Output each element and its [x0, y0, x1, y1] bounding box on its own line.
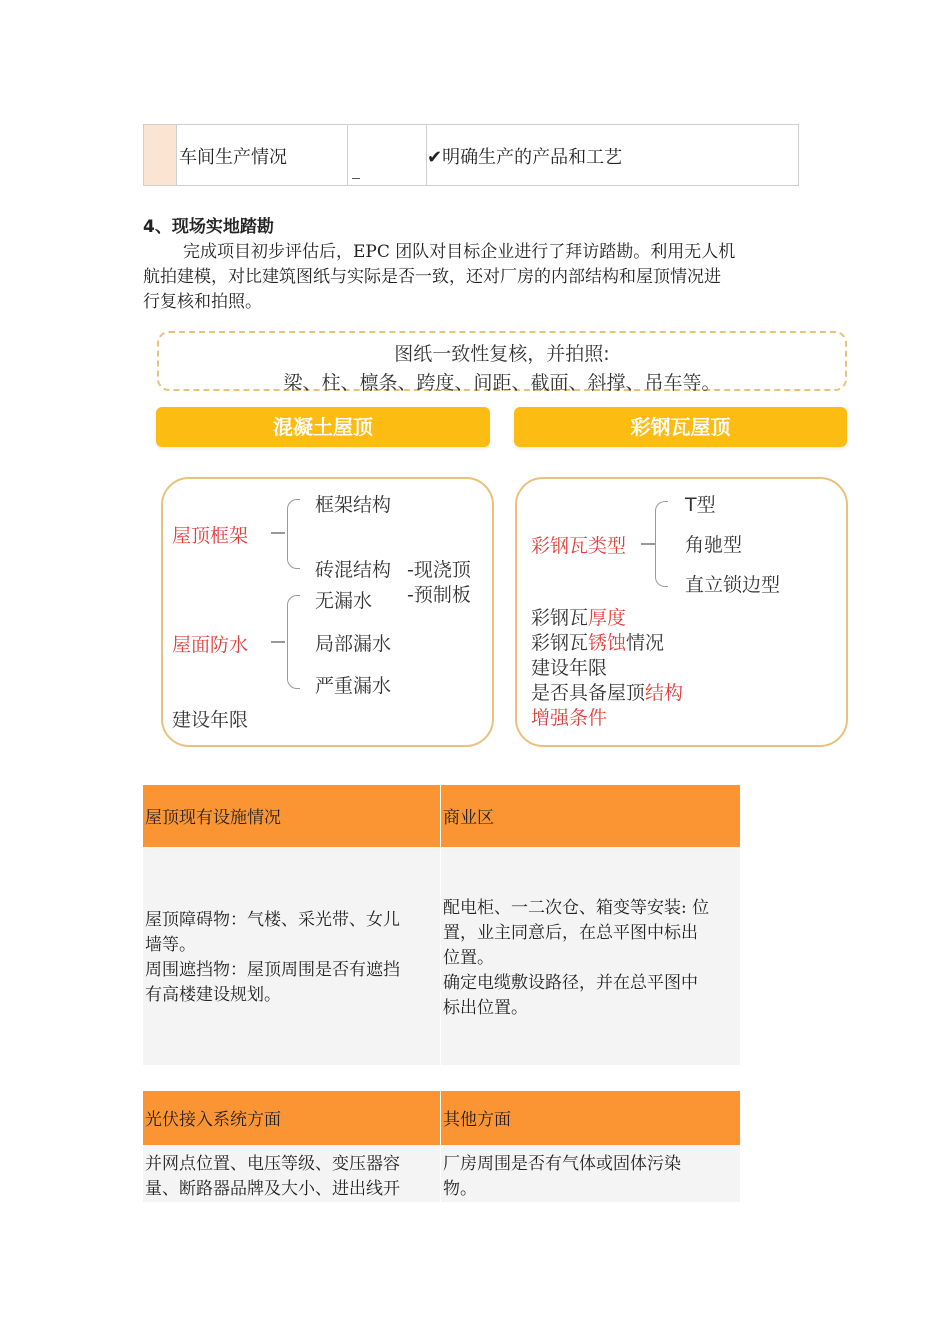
water-option: 无漏水 — [315, 590, 373, 612]
steel-detail-line — [531, 628, 664, 655]
water-option: 局部漏水 — [315, 633, 392, 655]
section-paragraph — [143, 240, 803, 315]
cell-line: 物。 — [443, 1179, 477, 1199]
check-text: ✔明确生产的产品和工艺 — [427, 147, 623, 168]
cell-line: 位置。 — [443, 948, 494, 968]
section-heading: 4、现场实地踏勘 — [143, 217, 274, 237]
detail-text: 是否具备屋顶 — [531, 682, 646, 704]
underscore-mark — [352, 178, 360, 179]
body-cell-right — [443, 896, 740, 1021]
review-items: 梁、柱、檩条、跨度、间距、截面、斜撑、吊车等。 — [283, 372, 721, 394]
bracket-tick — [271, 532, 285, 534]
table-header-row — [143, 1091, 740, 1145]
steel-detail-line: 增强条件 — [531, 707, 608, 729]
build-age-label: 建设年限 — [172, 709, 249, 731]
steel-roof-title: 彩钢瓦屋顶 — [514, 407, 847, 447]
concrete-roof-box — [161, 477, 494, 747]
water-bracket — [287, 595, 300, 689]
paragraph-line: 航拍建模，对比建筑图纸与实际是否一致，还对厂房的内部结构和屋顶情况进 — [143, 267, 721, 287]
concrete-roof-title: 混凝土屋顶 — [156, 407, 490, 447]
column-divider — [440, 1091, 441, 1202]
cell-line: 置，业主同意后，在总平图中标出 — [443, 923, 698, 943]
table-cell-empty — [348, 125, 427, 185]
steel-type-label: 彩钢瓦类型 — [531, 535, 627, 557]
cell-line: 屋顶障碍物：气楼、采光带、女儿 — [145, 910, 400, 930]
frame-option: 砖混结构 — [315, 559, 392, 581]
body-cell-left — [145, 908, 437, 1008]
roof-facility-table — [143, 785, 740, 1065]
bracket-tick — [271, 641, 285, 643]
review-box — [157, 331, 847, 394]
steel-detail-line — [531, 678, 683, 705]
frame-option: 框架结构 — [315, 494, 392, 516]
type-option: 直立锁边型 — [685, 574, 781, 596]
type-option: 角驰型 — [685, 534, 743, 556]
detail-highlight: 厚度 — [588, 607, 627, 629]
paragraph-line: 完成项目初步评估后，EPC 团队对目标企业进行了拜访踏勘。利用无人机 — [183, 242, 736, 262]
table-body-row — [143, 1145, 740, 1202]
roof-waterproof-label: 屋面防水 — [172, 634, 249, 656]
detail-highlight: 锈蚀 — [588, 632, 627, 654]
water-option: 严重漏水 — [315, 675, 392, 697]
table-cell-check — [427, 125, 797, 185]
cell-line: 量、断路器品牌及大小、进出线开 — [145, 1179, 400, 1199]
workshop-label: 车间生产情况 — [179, 147, 287, 168]
cell-line: 确定电缆敷设路径，并在总平图中 — [443, 973, 698, 993]
header-cell: 屋顶现有设施情况 — [145, 808, 281, 828]
table-header-row — [143, 785, 740, 847]
bracket-tick — [641, 543, 655, 545]
cell-line: 厂房周围是否有气体或固体污染 — [443, 1154, 681, 1174]
table-cell-marker — [144, 125, 177, 185]
column-divider — [440, 785, 441, 1065]
detail-highlight: 结构 — [645, 682, 684, 704]
cell-line: 有高楼建设规划。 — [145, 985, 281, 1005]
body-cell-right — [443, 1152, 740, 1202]
roof-frame-label: 屋顶框架 — [172, 525, 249, 547]
body-cell-left — [145, 1152, 437, 1202]
header-cell: 商业区 — [443, 808, 494, 828]
detail-text: 彩钢瓦 — [531, 607, 589, 629]
frame-sub-option: -预制板 — [407, 584, 471, 606]
pv-access-table — [143, 1091, 740, 1202]
cell-line: 周围遮挡物：屋顶周围是否有遮挡 — [145, 960, 400, 980]
paragraph-line: 行复核和拍照。 — [143, 292, 262, 312]
cell-line: 并网点位置、电压等级、变压器容 — [145, 1154, 400, 1174]
cell-line: 配电柜、一二次仓、箱变等安装: 位 — [443, 898, 710, 918]
steel-detail-line — [531, 603, 626, 630]
header-cell: 其他方面 — [443, 1110, 511, 1130]
production-table — [143, 124, 799, 186]
type-option: T型 — [685, 494, 716, 516]
type-bracket — [655, 501, 668, 587]
steel-roof-box — [515, 477, 848, 747]
detail-text: 彩钢瓦 — [531, 632, 589, 654]
frame-sub-option: -现浇顶 — [407, 559, 471, 581]
cell-line: 标出位置。 — [443, 998, 528, 1018]
table-cell-workshop — [177, 125, 348, 185]
steel-detail-line: 建设年限 — [531, 657, 608, 679]
table-body-row — [143, 847, 740, 1065]
detail-text: 情况 — [626, 632, 665, 654]
header-cell: 光伏接入系统方面 — [145, 1110, 281, 1130]
cell-line: 墙等。 — [145, 935, 196, 955]
frame-bracket — [287, 499, 300, 569]
review-title: 图纸一致性复核，并拍照: — [394, 343, 610, 365]
